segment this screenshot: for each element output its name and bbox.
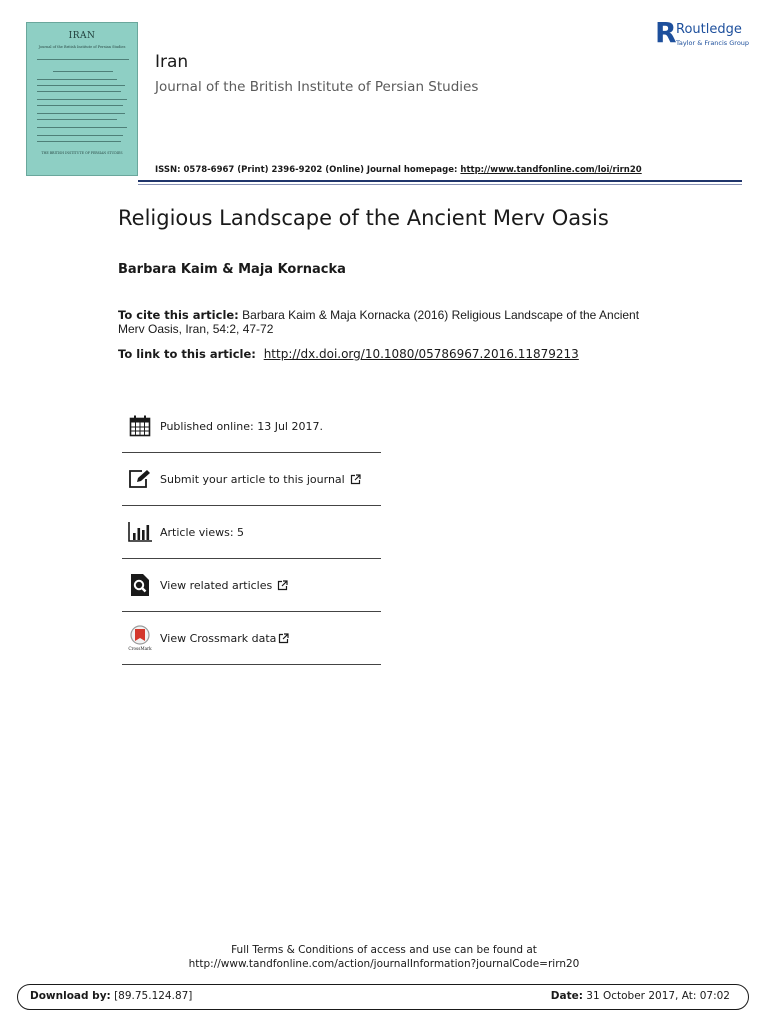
search-document-icon xyxy=(126,572,154,598)
article-actions xyxy=(122,400,381,665)
cover-rule xyxy=(37,99,127,100)
terms-line-1: Full Terms & Conditions of access and use can be found at xyxy=(231,944,537,956)
cover-rule xyxy=(37,105,123,106)
bar-chart-icon xyxy=(126,519,154,545)
article-link xyxy=(118,347,579,361)
cover-subtitle: Journal of the British Institute of Persian Studies xyxy=(38,45,126,49)
edit-icon xyxy=(126,466,154,492)
journal-homepage-link[interactable]: http://www.tandfonline.com/loi/rirn20 xyxy=(460,165,642,175)
date-value: 31 October 2017, At: 07:02 xyxy=(586,990,730,1002)
submit-article-label: Submit your article to this journal xyxy=(160,472,345,486)
published-online-item xyxy=(122,400,381,453)
link-label: To link to this article: xyxy=(118,347,256,361)
terms-notice xyxy=(0,943,768,971)
cover-footer: THE BRITISH INSTITUTE OF PERSIAN STUDIES xyxy=(41,151,123,155)
cover-rule xyxy=(37,91,121,92)
citation xyxy=(118,308,658,336)
download-ip: [89.75.124.87] xyxy=(114,990,193,1002)
related-articles-label: View related articles xyxy=(160,578,273,592)
cover-rule xyxy=(37,59,129,60)
cover-rule xyxy=(37,85,125,86)
journal-subtitle: Journal of the British Institute of Persian Studies xyxy=(155,79,479,95)
cover-rule xyxy=(37,119,117,120)
cover-rule xyxy=(37,135,123,136)
journal-cover xyxy=(26,22,138,176)
issn-line xyxy=(155,165,642,175)
calendar-icon xyxy=(126,413,154,439)
published-online-label: Published online: 13 Jul 2017. xyxy=(160,419,323,433)
article-views-item xyxy=(122,506,381,559)
issn-text: ISSN: 0578-6967 (Print) 2396-9202 (Online) Journal homepage: xyxy=(155,165,458,175)
cover-rule xyxy=(37,141,121,142)
cover-rule xyxy=(37,113,125,114)
download-info xyxy=(30,990,192,1002)
publisher-logo[interactable] xyxy=(654,16,750,51)
cite-label: To cite this article: xyxy=(118,308,239,322)
doi-link[interactable]: http://dx.doi.org/10.1080/05786967.2016.11879213 xyxy=(263,347,579,361)
header-divider-thin xyxy=(138,184,742,185)
download-footer xyxy=(17,984,749,1010)
external-link-icon xyxy=(277,580,288,591)
external-link-icon xyxy=(350,474,361,485)
terms-url[interactable]: http://www.tandfonline.com/action/journalInformation?journalCode=rirn20 xyxy=(188,958,580,970)
crossmark-item[interactable] xyxy=(122,612,381,665)
cover-rule xyxy=(37,79,117,80)
download-date xyxy=(551,990,730,1002)
submit-article-item[interactable] xyxy=(122,453,381,506)
cover-rule xyxy=(53,71,113,72)
cite-text: Barbara Kaim & Maja Kornacka (2016) Religious Landscape of the Ancient Merv Oasis, Iran, 54:2, 47-72 xyxy=(118,308,640,336)
crossmark-label: View Crossmark data xyxy=(160,631,277,645)
cover-title: IRAN xyxy=(68,31,96,41)
publisher-group: Taylor & Francis Group xyxy=(676,39,750,47)
article-authors: Barbara Kaim & Maja Kornacka xyxy=(118,262,346,277)
crossmark-caption: CrossMark xyxy=(128,646,152,651)
related-articles-item[interactable] xyxy=(122,559,381,612)
article-views-label: Article views: 5 xyxy=(160,525,245,539)
journal-name: Iran xyxy=(155,52,189,72)
cover-rule xyxy=(37,127,127,128)
article-title: Religious Landscape of the Ancient Merv Oasis xyxy=(118,206,609,230)
external-link-icon xyxy=(278,633,289,644)
crossmark-icon xyxy=(126,625,154,651)
publisher-name: Routledge xyxy=(676,22,742,37)
header-divider xyxy=(138,180,742,182)
download-label: Download by: xyxy=(30,990,111,1002)
date-label: Date: xyxy=(550,990,583,1002)
routledge-r-icon: R xyxy=(655,16,677,49)
